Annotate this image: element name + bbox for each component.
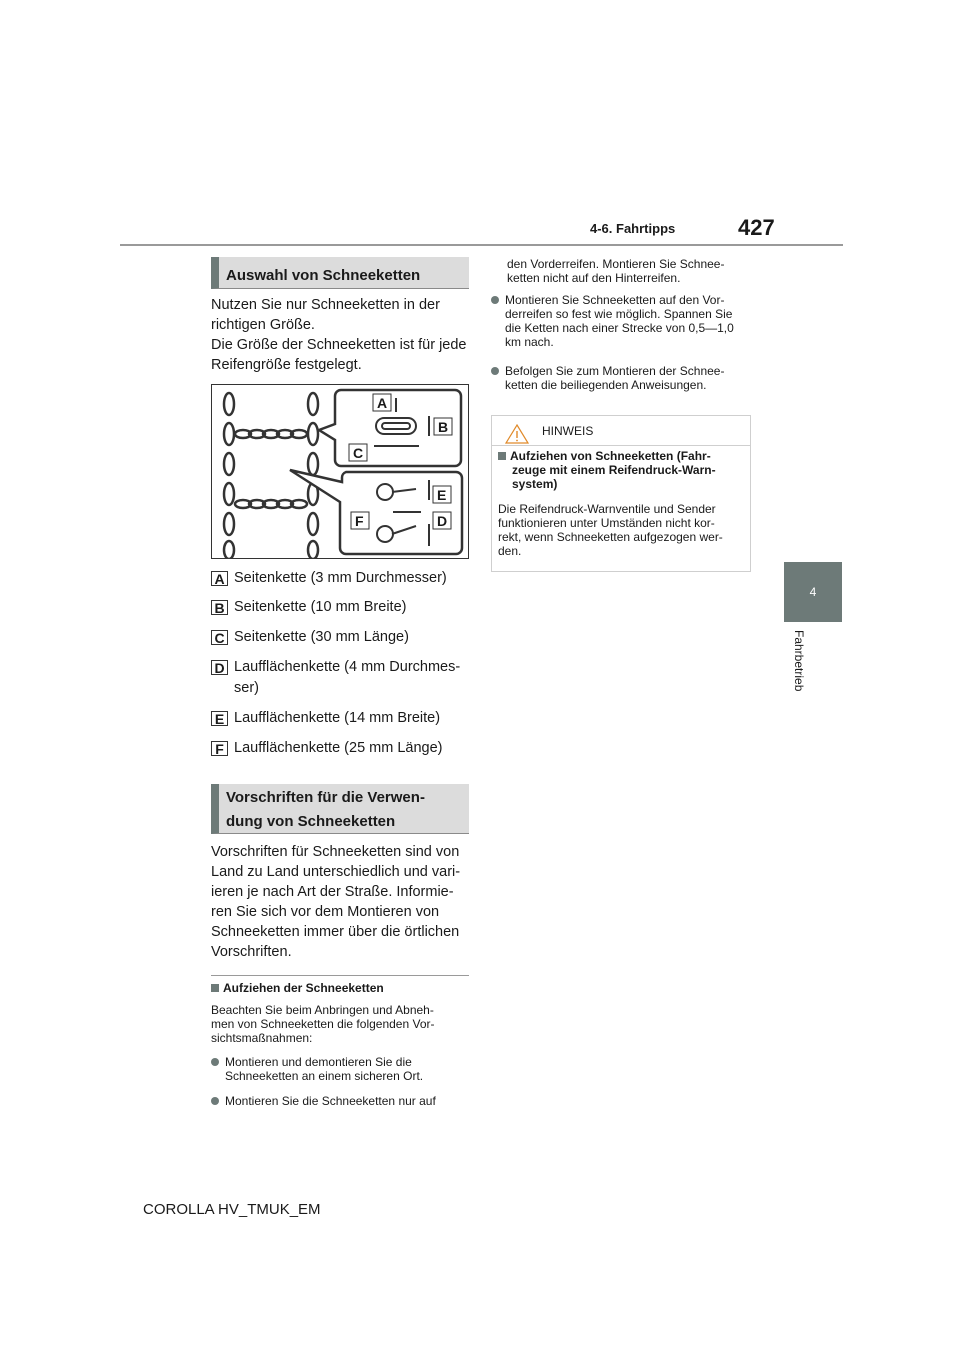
chapter-label: Fahrbetrieb [792, 630, 806, 692]
bullet-item [211, 1094, 476, 1108]
heading-line: Vorschriften für die Verwen- [226, 789, 425, 806]
text-line: ketten die beiliegenden Anweisungen. [505, 378, 707, 392]
legend-item-a [211, 568, 481, 588]
legend-text-continuation: ser) [234, 680, 259, 696]
notice-title: HINWEIS [542, 424, 594, 438]
bullet-item [211, 1055, 476, 1083]
square-bullet-icon [498, 452, 506, 460]
header-divider [120, 244, 843, 246]
notice-body [498, 502, 748, 558]
text-line: Land zu Land unterschiedlich und vari- [211, 864, 461, 880]
notice-heading [498, 449, 748, 491]
bullet-item [491, 364, 756, 392]
legend-item-f [211, 738, 481, 758]
legend-item-b [211, 597, 481, 617]
figure-label-e: E [437, 487, 447, 503]
warning-icon [504, 423, 530, 445]
text-line: Montieren Sie die Schneeketten nur auf [225, 1094, 436, 1108]
chapter-tab[interactable] [784, 562, 842, 622]
snow-chain-figure [211, 384, 469, 559]
text-line: Montieren Sie Schneeketten auf den Vor- [505, 293, 725, 307]
text-line: den Vorderreifen. Montieren Sie Schnee- [507, 257, 725, 271]
legend-letter: D [211, 660, 228, 675]
square-bullet-icon [211, 984, 219, 992]
text-line: derreifen so fest wie möglich. Spannen Sie [505, 307, 733, 321]
text-line: Nutzen Sie nur Schneeketten in der [211, 297, 440, 313]
section-title: 4-6. Fahrtipps [590, 221, 676, 236]
figure-label-f: F [355, 513, 364, 529]
text-line: system) [512, 477, 558, 491]
notice-box [491, 415, 751, 572]
figure-label-a: A [377, 395, 388, 411]
text-line: Die Reifendruck-Warnventile und Sender [498, 502, 716, 516]
text-line: Befolgen Sie zum Montieren der Schnee- [505, 364, 725, 378]
legend-text: Laufflächenkette (4 mm Durchmes- [234, 659, 461, 675]
text-line: die Ketten nach einer Strecke von 0,5—1,0 [505, 321, 734, 335]
text-line: ren Sie sich vor dem Montieren von [211, 904, 440, 920]
bullet-icon [491, 296, 499, 304]
legend-letter: C [211, 630, 228, 645]
legend-text: Laufflächenkette (14 mm Breite) [234, 710, 441, 726]
bullet-item [491, 293, 756, 349]
legend-item-d [211, 657, 481, 677]
legend-letter: F [211, 741, 228, 756]
text-line: sichtsmaßnahmen: [211, 1031, 313, 1045]
text-line: km nach. [505, 335, 554, 349]
continued-paragraph [507, 257, 757, 285]
text-line: Beachten Sie beim Anbringen und Abneh- [211, 1003, 434, 1017]
text-line: funktionieren unter Umständen nicht kor- [498, 516, 715, 530]
legend-text: Seitenkette (3 mm Durchmesser) [234, 570, 447, 586]
notice-divider [492, 445, 750, 446]
text-line: Reifengröße festgelegt. [211, 357, 362, 373]
bullet-icon [211, 1097, 219, 1105]
text-line: Vorschriften für Schneeketten sind von [211, 844, 460, 860]
text-line: Schneeketten immer über die örtlichen [211, 924, 460, 940]
page-number: 427 [738, 215, 775, 240]
legend-text: Laufflächenkette (25 mm Länge) [234, 740, 443, 756]
text-line: zeuge mit einem Reifendruck-Warn- [512, 463, 716, 477]
chapter-number: 4 [809, 585, 817, 599]
legend-letter: A [211, 571, 228, 586]
text-line: Schneeketten an einem sicheren Ort. [225, 1069, 424, 1083]
bullet-icon [491, 367, 499, 375]
legend-text: Seitenkette (10 mm Breite) [234, 599, 407, 615]
text-line: Vorschriften. [211, 944, 292, 960]
heading-line: dung von Schneeketten [226, 813, 396, 830]
legend-letter: B [211, 600, 228, 615]
text-line: ieren je nach Art der Straße. Informie- [211, 884, 454, 900]
figure-label-b: B [438, 419, 449, 435]
sub-heading-mounting [211, 981, 384, 995]
text-line: Aufziehen von Schneeketten (Fahr- [510, 449, 711, 463]
sub-heading-text: Aufziehen der Schneeketten [223, 981, 384, 995]
sub-intro [211, 1003, 476, 1045]
figure-label-d: D [437, 513, 448, 529]
text-line: Die Größe der Schneeketten ist für jede [211, 337, 467, 353]
legend-text: Seitenkette (30 mm Länge) [234, 629, 409, 645]
legend-item-c [211, 627, 481, 647]
footer-model: COROLLA HV_TMUK_EM [143, 1201, 321, 1218]
legend-letter: E [211, 711, 228, 726]
divider [211, 975, 469, 976]
text-line: men von Schneeketten die folgenden Vor- [211, 1017, 435, 1031]
text-line: rekt, wenn Schneeketten aufgezogen wer- [498, 530, 723, 544]
text-line: richtigen Größe. [211, 317, 315, 333]
bullet-icon [211, 1058, 219, 1066]
heading-snow-chain-selection: Auswahl von Schneeketten [211, 257, 469, 289]
text-line: Montieren und demontieren Sie die [225, 1055, 412, 1069]
rules-paragraph [211, 842, 476, 962]
intro-paragraph [211, 295, 476, 375]
text-line: den. [498, 544, 522, 558]
heading-snow-chain-rules [211, 784, 469, 834]
text-line: ketten nicht auf den Hinterreifen. [507, 271, 681, 285]
figure-label-c: C [353, 445, 364, 461]
legend-item-e [211, 708, 481, 728]
